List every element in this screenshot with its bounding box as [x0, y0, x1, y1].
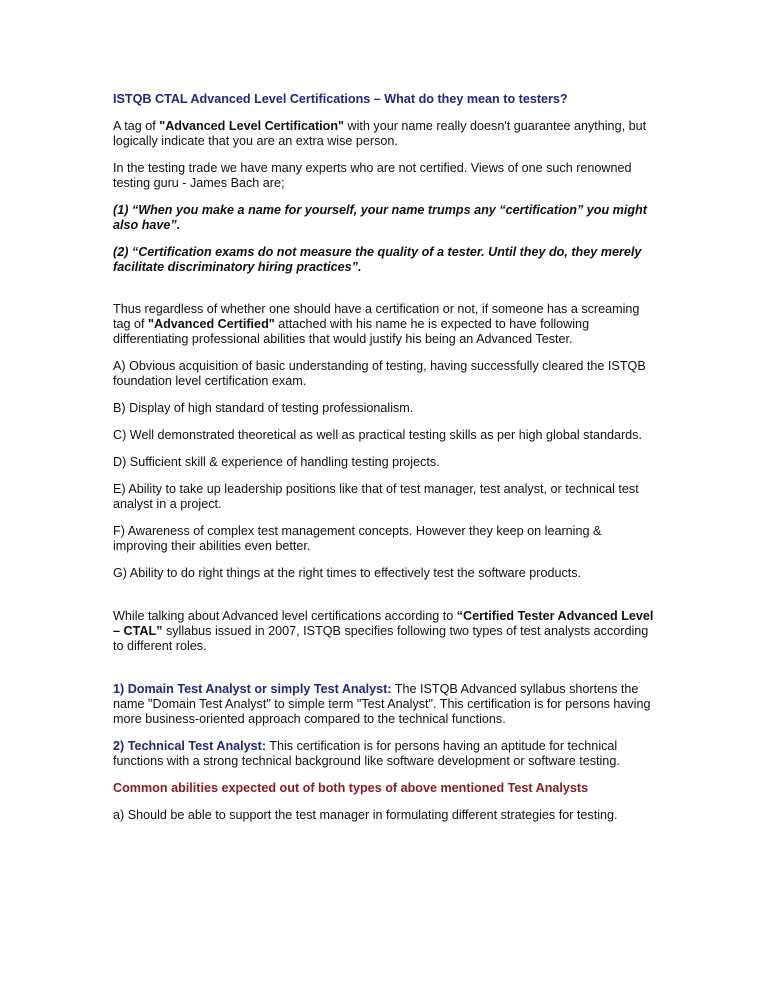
role-domain-test-analyst — [113, 682, 658, 727]
role-technical-test-analyst — [113, 739, 658, 769]
while-text-1: While talking about Advanced level certifications according to — [113, 609, 457, 623]
intro-text-1: A tag of — [113, 119, 160, 133]
thus-bold: "Advanced Certified" — [148, 317, 275, 331]
document-title: ISTQB CTAL Advanced Level Certifications – What do they mean to testers? — [113, 92, 568, 106]
quote-2: (2) “Certification exams do not measure the quality of a tester. Until they do, they merely facilitate discriminatory hiring practices”. — [113, 245, 642, 274]
document-page — [113, 92, 658, 823]
intro-bold: "Advanced Level Certification" — [159, 119, 345, 133]
thus-paragraph — [113, 302, 658, 347]
common-abilities-heading: Common abilities expected out of both types of above mentioned Test Analysts — [113, 781, 589, 795]
intro-paragraph — [113, 119, 658, 149]
while-bold: “Certified Tester Advanced Level – CTAL” — [113, 609, 654, 638]
role-2-text: This certification is for persons having an aptitude for technical functions with a strong technical background like software development or software testing. — [113, 739, 620, 768]
ability-item-c: C) Well demonstrated theoretical as well as practical testing skills as per high global standards. — [113, 428, 642, 442]
common-ability-a: a) Should be able to support the test manager in formulating different strategies for testing. — [113, 808, 618, 822]
role-1-text: The ISTQB Advanced syllabus shortens the name "Domain Test Analyst" to simple term "Test Analyst". This certification is for persons having more business-oriented approach compared to the technical functions. — [113, 682, 651, 726]
thus-text-1: Thus regardless of whether one should have a certification or not, if someone has a screaming tag of — [113, 302, 640, 331]
ability-item-a: A) Obvious acquisition of basic understanding of testing, having successfully cleared the ISTQB foundation level certification exam. — [113, 359, 646, 388]
role-1-label: 1) Domain Test Analyst or simply Test Analyst: — [113, 682, 392, 696]
while-paragraph — [113, 609, 658, 654]
trade-paragraph: In the testing trade we have many experts who are not certified. Views of one such renowned testing guru - James Bach are; — [113, 161, 632, 190]
ability-item-d: D) Sufficient skill & experience of handling testing projects. — [113, 455, 440, 469]
while-text-2: syllabus issued in 2007, ISTQB specifies following two types of test analysts according to different roles. — [113, 624, 649, 653]
intro-text-2: with your name really doesn't guarantee anything, but logically indicate that you are an extra wise person. — [113, 119, 647, 148]
ability-item-f: F) Awareness of complex test management concepts. However they keep on learning & improving their abilities even better. — [113, 524, 602, 553]
quote-1: (1) “When you make a name for yourself, your name trumps any “certification” you might also have”. — [113, 203, 647, 232]
ability-item-e: E) Ability to take up leadership positions like that of test manager, test analyst, or technical test analyst in a project. — [113, 482, 639, 511]
ability-item-b: B) Display of high standard of testing professionalism. — [113, 401, 414, 415]
ability-item-g: G) Ability to do right things at the right times to effectively test the software products. — [113, 566, 582, 580]
thus-text-2: attached with his name he is expected to have following differentiating professional abilities that would justify his being an Advanced Tester. — [113, 317, 590, 346]
role-2-label: 2) Technical Test Analyst: — [113, 739, 267, 753]
